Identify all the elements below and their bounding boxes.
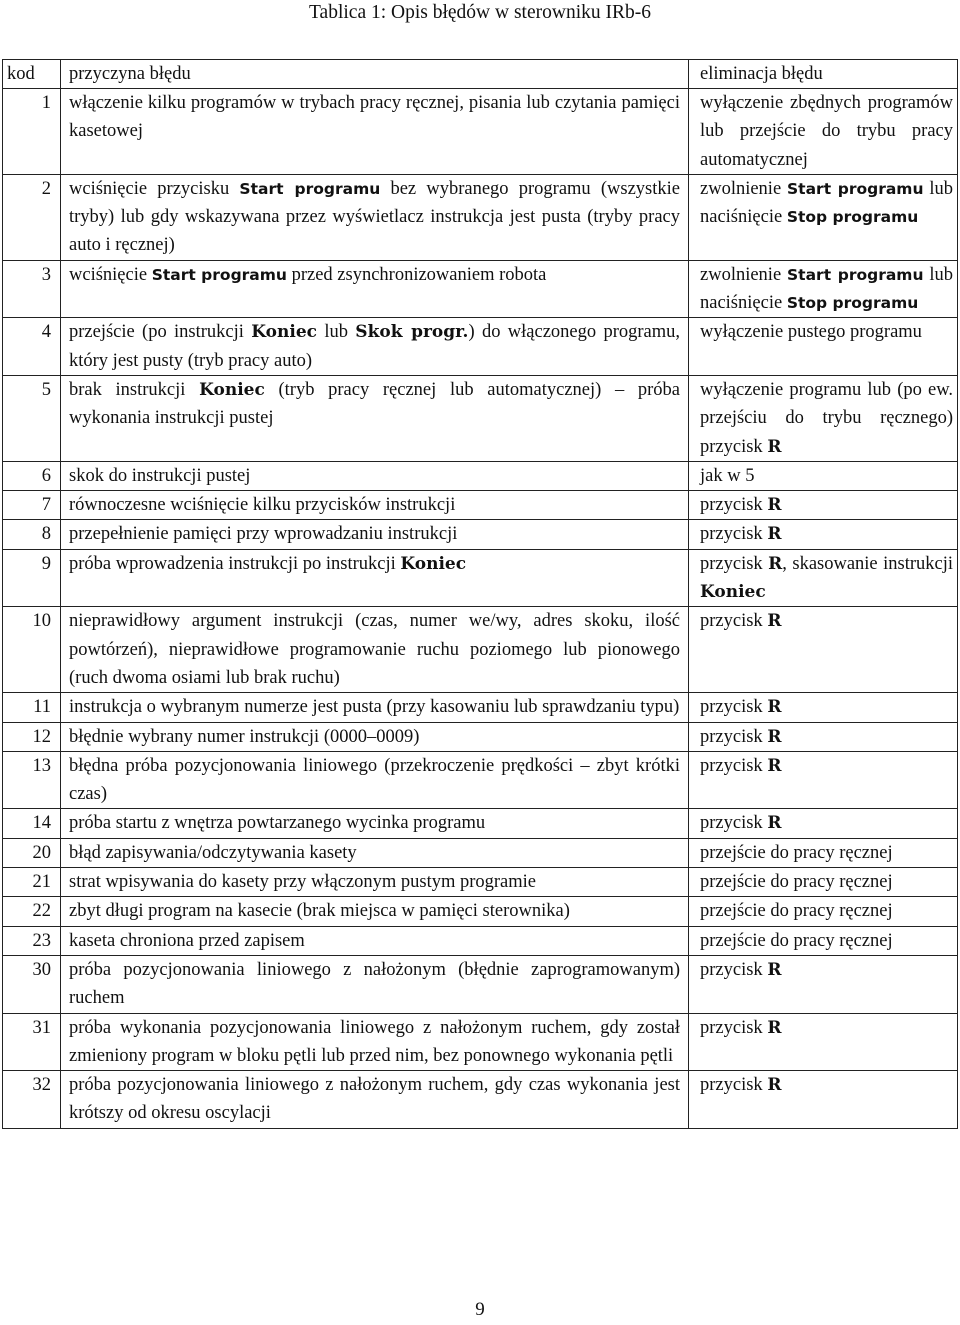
text-segment: (tryb pracy ręcznej lub automatycznej) – próba wykonania instrukcji pustej: [69, 379, 680, 429]
error-code-cell: 31: [3, 1013, 61, 1071]
bold-term: R: [767, 1017, 782, 1038]
table-row: [3, 461, 958, 490]
text-segment: przycisk: [700, 524, 768, 545]
text-segment: przycisk: [700, 1075, 768, 1096]
text-segment: wciśnięcie przycisku: [69, 178, 240, 199]
text-segment: przejście do pracy ręcznej: [700, 930, 893, 951]
header-cause: przyczyna błędu: [61, 60, 689, 89]
text-segment: nieprawidłowy argument instrukcji (czas, numer we/wy, adres skoku, ilość powtórzeń), nieprawidłowe programowanie ruchu poziomego lub pionowego (ruch dwoma osiami lub brak ruchu): [69, 611, 680, 688]
error-code-cell: 20: [3, 838, 61, 867]
error-table: [2, 59, 958, 1129]
bold-term: Koniec: [199, 379, 265, 400]
text-segment: strat wpisywania do kasety przy włączonym pustym programie: [69, 872, 537, 893]
error-cause-cell: [61, 461, 689, 490]
text-segment: przycisk: [700, 959, 768, 980]
error-fix-cell: [689, 260, 958, 318]
error-cause-cell: [61, 1013, 689, 1071]
text-segment: instrukcja o wybranym numerze jest pusta (przy kasowaniu lub sprawdzaniu typu): [69, 697, 680, 718]
error-code-cell: 14: [3, 809, 61, 838]
error-cause-cell: [61, 491, 689, 520]
bold-term: R: [767, 959, 782, 980]
text-segment: próba startu z wnętrza powtarzanego wycinka programu: [69, 813, 486, 834]
table-row: [3, 174, 958, 260]
error-cause-cell: [61, 955, 689, 1013]
error-code-cell: 32: [3, 1071, 61, 1129]
table-row: [3, 868, 958, 897]
text-segment: przycisk: [700, 1017, 768, 1038]
error-fix-cell: [689, 461, 958, 490]
text-segment: przejście do pracy ręcznej: [700, 872, 893, 893]
text-segment: zwolnienie: [700, 178, 788, 199]
text-segment: przycisk: [700, 553, 769, 574]
bold-term: R: [767, 611, 782, 632]
bold-term: Koniec: [400, 553, 467, 574]
error-fix-cell: [689, 751, 958, 809]
bold-term: Skok progr.: [355, 322, 469, 343]
text-segment: kaseta chroniona przed zapisem: [69, 930, 305, 951]
error-cause-cell: [61, 868, 689, 897]
table-row: [3, 607, 958, 693]
text-segment: , skasowanie instrukcji: [782, 553, 953, 574]
table-row: [3, 926, 958, 955]
error-cause-cell: [61, 838, 689, 867]
table-row: [3, 89, 958, 175]
error-code-cell: 21: [3, 868, 61, 897]
error-fix-cell: [689, 549, 958, 607]
text-segment: próba pozycjonowania liniowego z nałożonym ruchem, gdy czas wykonania jest krótszy od okresu oscylacji: [69, 1075, 680, 1124]
error-code-cell: 7: [3, 491, 61, 520]
bold-term: Stop programu: [786, 294, 919, 313]
bold-term: R: [767, 726, 782, 747]
text-segment: błąd zapisywania/odczytywania kasety: [69, 842, 357, 863]
table-row: [3, 722, 958, 751]
bold-term: R: [767, 697, 782, 718]
error-cause-cell: [61, 607, 689, 693]
text-segment: jak w 5: [700, 465, 755, 486]
error-code-cell: 2: [3, 174, 61, 260]
text-segment: włączenie kilku programów w trybach pracy ręcznej, pisania lub czytania pamięci kasetowej: [69, 93, 680, 142]
text-segment: przycisk: [700, 611, 768, 632]
table-row: [3, 520, 958, 549]
error-cause-cell: [61, 174, 689, 260]
error-code-cell: 4: [3, 318, 61, 376]
table-row: [3, 318, 958, 376]
error-cause-cell: [61, 89, 689, 175]
bold-term: R: [767, 755, 782, 776]
error-fix-cell: [689, 174, 958, 260]
text-segment: przed zsynchronizowaniem robota: [286, 264, 547, 285]
error-code-cell: 11: [3, 693, 61, 722]
error-code-cell: 30: [3, 955, 61, 1013]
table-row: [3, 955, 958, 1013]
text-segment: przepełnienie pamięci przy wprowadzaniu instrukcji: [69, 524, 458, 545]
text-segment: wciśnięcie: [69, 264, 152, 285]
bold-term: Koniec: [700, 582, 766, 603]
bold-term: Stop programu: [786, 208, 919, 227]
error-cause-cell: [61, 722, 689, 751]
error-fix-cell: [689, 809, 958, 838]
table-header-row: [3, 60, 958, 89]
error-fix-cell: [689, 897, 958, 926]
text-segment: ) do włączonego programu, który jest pusty (tryb pracy auto): [69, 322, 681, 371]
table-row: [3, 838, 958, 867]
error-fix-cell: [689, 1071, 958, 1129]
text-segment: przycisk: [700, 726, 768, 747]
error-code-cell: 13: [3, 751, 61, 809]
text-segment: lub: [317, 322, 356, 343]
error-fix-cell: [689, 1013, 958, 1071]
bold-term: Start programu: [787, 265, 924, 284]
text-segment: przejście do pracy ręcznej: [700, 842, 893, 863]
error-code-cell: 22: [3, 897, 61, 926]
table-row: [3, 1071, 958, 1129]
bold-term: Koniec: [251, 322, 317, 343]
error-fix-cell: [689, 89, 958, 175]
error-cause-cell: [61, 926, 689, 955]
table-row: [3, 491, 958, 520]
error-code-cell: 3: [3, 260, 61, 318]
bold-term: R: [767, 524, 782, 545]
bold-term: R: [767, 495, 782, 516]
text-segment: przycisk: [700, 697, 768, 718]
error-fix-cell: [689, 520, 958, 549]
error-cause-cell: [61, 520, 689, 549]
error-fix-cell: [689, 607, 958, 693]
error-fix-cell: [689, 318, 958, 376]
error-cause-cell: [61, 809, 689, 838]
text-segment: przycisk: [700, 755, 768, 776]
error-fix-cell: [689, 722, 958, 751]
table-row: [3, 375, 958, 461]
text-segment: wyłączenie pustego programu: [700, 322, 922, 343]
table-row: [3, 260, 958, 318]
error-fix-cell: [689, 491, 958, 520]
header-code: kod: [3, 60, 61, 89]
error-code-cell: 9: [3, 549, 61, 607]
table-row: [3, 809, 958, 838]
error-code-cell: 10: [3, 607, 61, 693]
text-segment: próba wykonania pozycjonowania liniowego z nałożonym ruchem, gdy został zmieniony program w bloku pętli lub przed nim, bez ponownego wykonania pętli: [69, 1017, 680, 1066]
text-segment: równoczesne wciśnięcie kilku przycisków instrukcji: [69, 495, 456, 516]
error-cause-cell: [61, 1071, 689, 1129]
page-number: 9: [475, 1299, 485, 1320]
text-segment: przejście (po instrukcji: [69, 322, 252, 343]
error-code-cell: 12: [3, 722, 61, 751]
text-segment: lub naciśnięcie: [700, 264, 953, 314]
error-cause-cell: [61, 897, 689, 926]
text-segment: wyłączenie zbędnych programów lub przejście do trybu pracy automatycznej: [700, 93, 953, 170]
table-row: [3, 549, 958, 607]
header-fix: eliminacja błędu: [689, 60, 958, 89]
text-segment: wyłączenie programu lub (po ew. przejściu do trybu ręcznego) przycisk: [700, 379, 953, 457]
text-segment: bez wybranego programu (wszystkie tryby) lub gdy wskazywana przez wyświetlacz instrukcja jest pusta (tryby pracy auto i ręcznej): [69, 178, 680, 256]
table-row: [3, 1013, 958, 1071]
error-cause-cell: [61, 375, 689, 461]
text-segment: przycisk: [700, 495, 768, 516]
error-fix-cell: [689, 693, 958, 722]
error-cause-cell: [61, 693, 689, 722]
text-segment: błędna próba pozycjonowania liniowego (przekroczenie prędkości – zbyt krótki czas): [69, 755, 680, 805]
bold-term: Start programu: [787, 179, 924, 198]
text-segment: lub naciśnięcie: [700, 178, 953, 228]
error-code-cell: 8: [3, 520, 61, 549]
text-segment: skok do instrukcji pustej: [69, 465, 251, 486]
error-fix-cell: [689, 955, 958, 1013]
text-segment: próba pozycjonowania liniowego z nałożonym (błędnie zaprogramowanym) ruchem: [69, 959, 680, 1009]
error-fix-cell: [689, 868, 958, 897]
table-row: [3, 897, 958, 926]
text-segment: brak instrukcji: [69, 379, 200, 400]
text-segment: zwolnienie: [700, 264, 788, 285]
error-code-cell: 1: [3, 89, 61, 175]
text-segment: przejście do pracy ręcznej: [700, 901, 893, 922]
error-code-cell: 5: [3, 375, 61, 461]
table-row: [3, 751, 958, 809]
text-segment: zbyt długi program na kasecie (brak miejsca w pamięci sterownika): [69, 901, 570, 922]
text-segment: błędnie wybrany numer instrukcji (0000–0009): [69, 726, 420, 747]
error-fix-cell: [689, 926, 958, 955]
error-cause-cell: [61, 260, 689, 318]
text-segment: próba wprowadzenia instrukcji po instrukcji: [69, 553, 401, 574]
error-cause-cell: [61, 318, 689, 376]
error-cause-cell: [61, 549, 689, 607]
table-caption: Tablica 1: Opis błędów w sterowniku IRb-6: [309, 2, 651, 23]
error-code-cell: 23: [3, 926, 61, 955]
bold-term: R: [767, 436, 782, 457]
bold-term: R: [768, 553, 783, 574]
error-fix-cell: [689, 375, 958, 461]
error-cause-cell: [61, 751, 689, 809]
bold-term: R: [767, 1075, 782, 1096]
table-row: [3, 693, 958, 722]
bold-term: R: [767, 813, 782, 834]
bold-term: Start programu: [151, 265, 287, 284]
bold-term: Start programu: [239, 179, 381, 198]
text-segment: przycisk: [700, 813, 768, 834]
error-fix-cell: [689, 838, 958, 867]
error-code-cell: 6: [3, 461, 61, 490]
